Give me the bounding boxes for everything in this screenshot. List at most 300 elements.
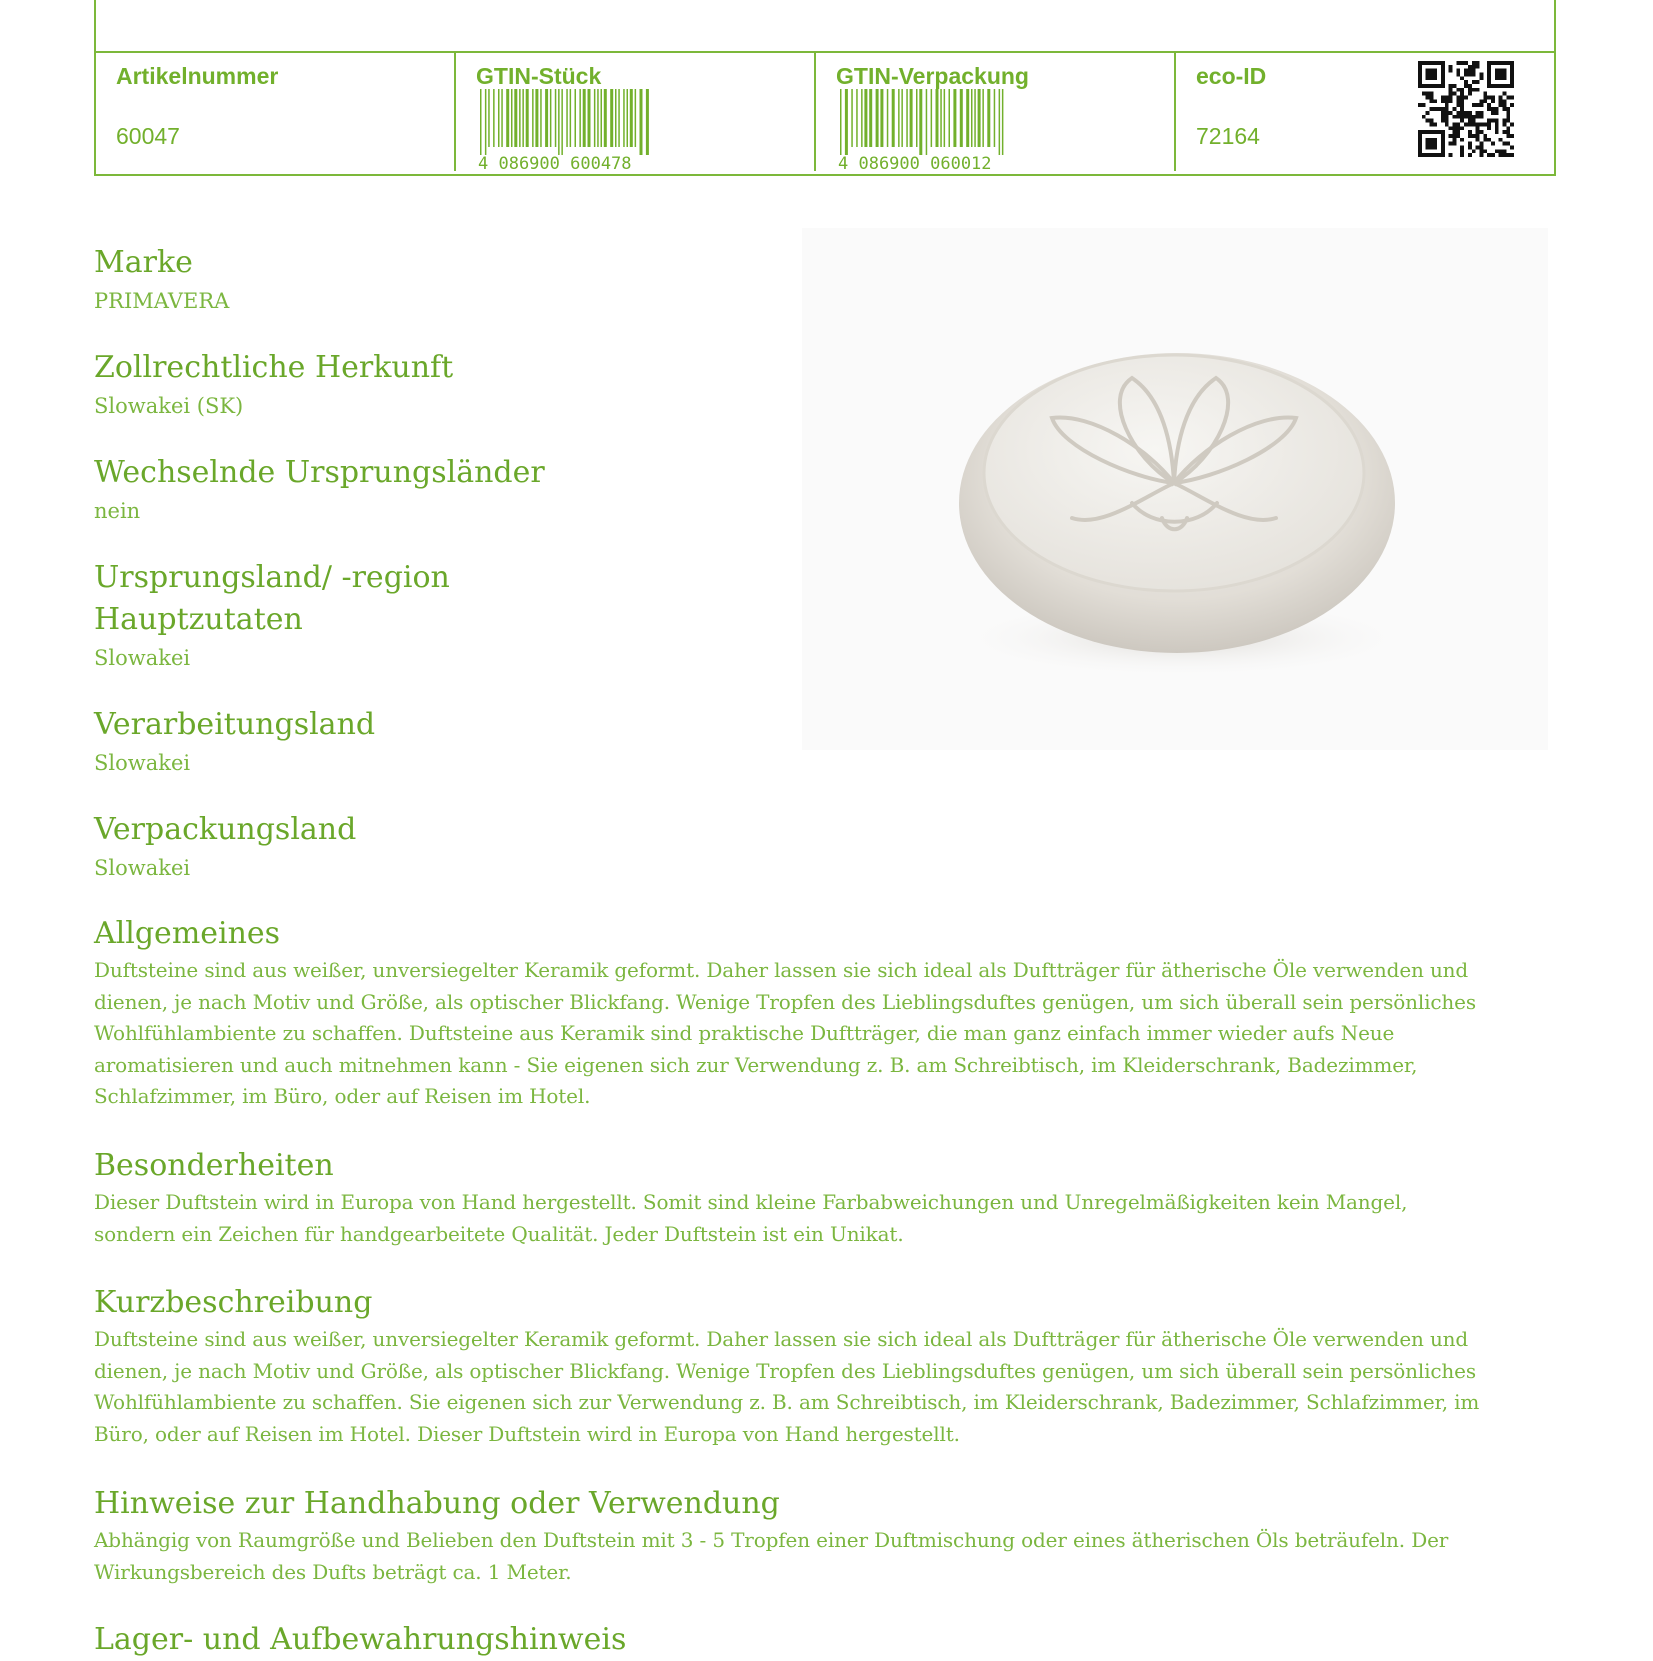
barcode-bar	[1002, 89, 1004, 155]
qr-module	[1437, 153, 1441, 157]
qr-module	[1426, 111, 1430, 115]
qr-module	[1491, 84, 1495, 88]
qr-module	[1418, 73, 1422, 77]
qr-module	[1479, 153, 1483, 157]
qr-module	[1430, 73, 1434, 77]
gtin-package-cell	[816, 53, 1176, 171]
qr-module	[1502, 142, 1506, 146]
qr-module	[1483, 99, 1487, 103]
barcode-bar	[840, 89, 842, 155]
qr-module	[1476, 80, 1480, 84]
barcode-bar	[601, 89, 603, 147]
qr-module	[1476, 61, 1480, 65]
qr-module	[1437, 61, 1441, 65]
qr-module	[1430, 84, 1434, 88]
qr-module	[1418, 138, 1422, 142]
qr-module	[1487, 80, 1491, 84]
article-number-cell	[96, 53, 456, 171]
qr-module	[1449, 142, 1453, 146]
barcode-bar	[627, 89, 629, 147]
barcode-bar	[535, 89, 538, 147]
barcode-bar	[861, 89, 863, 147]
barcode-bar	[635, 89, 637, 147]
qr-module	[1433, 84, 1437, 88]
qr-module	[1487, 122, 1491, 126]
qr-module	[1487, 84, 1491, 88]
qr-module	[1426, 96, 1430, 100]
brand-value: PRIMAVERA	[94, 289, 230, 313]
qr-module	[1502, 69, 1506, 73]
qr-module	[1483, 92, 1487, 96]
qr-module	[1437, 130, 1441, 134]
qr-module	[1510, 80, 1514, 84]
customs-origin-block	[94, 347, 734, 423]
processing-country-block	[94, 704, 734, 780]
qr-module	[1433, 130, 1437, 134]
qr-module	[1468, 84, 1472, 88]
barcode-bar	[566, 89, 568, 147]
barcode-bar	[994, 89, 996, 147]
qr-module	[1468, 65, 1472, 69]
qr-module	[1449, 84, 1453, 88]
barcode-bar	[856, 89, 858, 147]
qr-module	[1464, 96, 1468, 100]
qr-module	[1464, 61, 1468, 65]
barcode-bar	[931, 89, 933, 147]
qr-module	[1510, 61, 1514, 65]
gtin-package-label: GTIN-Verpackung	[836, 63, 1029, 89]
qr-module	[1445, 119, 1449, 123]
qr-module	[1495, 61, 1499, 65]
qr-module	[1430, 142, 1434, 146]
qr-module	[1472, 65, 1476, 69]
qr-module	[1456, 61, 1460, 65]
barcode-bar	[982, 89, 984, 147]
qr-module	[1502, 149, 1506, 153]
qr-module	[1418, 103, 1422, 107]
section-short-description-line: dienen, je nach Motiv und Größe, als optischer Blickfang. Wenige Tropfen des Lieblingsduftes genügen, um sich überall sein persönliches	[94, 1358, 1476, 1383]
qr-module	[1430, 122, 1434, 126]
section-usage-notes-title: Hinweise zur Handhabung oder Verwendung	[94, 1486, 780, 1521]
qr-module	[1449, 134, 1453, 138]
barcode-bar	[960, 89, 963, 147]
section-usage-notes	[94, 1483, 1564, 1588]
qr-module	[1456, 111, 1460, 115]
barcode-bar	[926, 89, 928, 155]
barcode-bar	[498, 89, 500, 147]
barcode-bar	[579, 89, 581, 147]
qr-module	[1441, 61, 1445, 65]
qr-module	[1433, 99, 1437, 103]
qr-module	[1456, 96, 1460, 100]
qr-module	[1449, 92, 1453, 96]
qr-module	[1426, 119, 1430, 123]
origin-region-block	[94, 557, 734, 675]
qr-module	[1491, 107, 1495, 111]
qr-module	[1441, 73, 1445, 77]
qr-module	[1460, 153, 1464, 157]
qr-module	[1422, 103, 1426, 107]
qr-module	[1456, 122, 1460, 126]
qr-module	[1499, 96, 1503, 100]
qr-module	[1449, 88, 1453, 92]
section-short-description-line: Duftsteine sind aus weißer, unversiegelter Keramik geformt. Daher lassen sie sich ideal als Duftträger für ätherische Öle verwenden und	[94, 1327, 1469, 1351]
qr-module	[1449, 126, 1453, 130]
barcode-bar	[597, 89, 599, 147]
qr-module	[1441, 69, 1445, 73]
barcode-bar	[618, 89, 620, 147]
qr-module	[1487, 61, 1491, 65]
qr-module	[1433, 69, 1437, 73]
qr-module	[1445, 99, 1449, 103]
qr-module	[1430, 69, 1434, 73]
qr-module	[1426, 61, 1430, 65]
qr-module	[1445, 115, 1449, 119]
qr-module	[1502, 107, 1506, 111]
product-id-row	[96, 51, 1554, 176]
qr-module	[1449, 96, 1453, 100]
qr-module	[1472, 73, 1476, 77]
qr-module	[1441, 149, 1445, 153]
eco-id-label: eco-ID	[1196, 63, 1267, 89]
qr-module	[1510, 153, 1514, 157]
qr-module	[1499, 76, 1503, 80]
qr-module	[1499, 103, 1503, 107]
qr-module	[1510, 122, 1514, 126]
qr-module	[1487, 73, 1491, 77]
qr-module	[1476, 111, 1480, 115]
qr-module	[1476, 145, 1480, 149]
qr-module	[1476, 88, 1480, 92]
qr-module	[1499, 99, 1503, 103]
section-general-line: Wohlfühlambiente zu schaffen. Duftsteine aus Keramik sind praktische Duftträger, die man ganz einfach immer wieder aufs Neue	[94, 1021, 1395, 1046]
qr-module	[1441, 115, 1445, 119]
barcode-bar	[916, 89, 918, 147]
qr-module	[1464, 115, 1468, 119]
barcode-bar	[919, 89, 922, 155]
section-general-title: Allgemeines	[94, 916, 281, 951]
qr-module	[1476, 138, 1480, 142]
qr-module	[1502, 92, 1506, 96]
qr-module	[1418, 142, 1422, 146]
section-general-line: Duftsteine sind aus weißer, unversiegelter Keramik geformt. Daher lassen sie sich ideal als Duftträger für ätherische Öle verwenden und	[94, 958, 1469, 982]
section-special-features	[94, 1145, 1564, 1250]
qr-module	[1502, 84, 1506, 88]
qr-module	[1418, 84, 1422, 88]
qr-module	[1456, 99, 1460, 103]
qr-module	[1502, 61, 1506, 65]
qr-module	[1483, 122, 1487, 126]
qr-module	[1464, 122, 1468, 126]
qr-module	[1468, 92, 1472, 96]
qr-module	[1491, 111, 1495, 115]
qr-module	[1460, 107, 1464, 111]
barcode-bar	[864, 89, 867, 147]
qr-module	[1506, 111, 1510, 115]
qr-module	[1506, 115, 1510, 119]
changing-origins-block	[94, 452, 734, 528]
qr-module	[1437, 84, 1441, 88]
qr-module	[1456, 134, 1460, 138]
qr-module	[1460, 126, 1464, 130]
qr-module	[1510, 73, 1514, 77]
qr-module	[1453, 130, 1457, 134]
barcode-bar	[514, 89, 517, 147]
product-image	[802, 228, 1548, 750]
qr-module	[1468, 145, 1472, 149]
section-special-features-line: Dieser Duftstein wird in Europa von Hand hergestellt. Somit sind kleine Farbabweichungen und Unregelmäßigkeiten kein Mangel,	[94, 1190, 1408, 1214]
qr-module	[1487, 119, 1491, 123]
qr-module	[1441, 130, 1445, 134]
barcode-bar	[511, 89, 513, 147]
section-short-description-line: Büro, oder auf Reisen im Hotel. Dieser Duftstein wird in Europa von Hand hergestellt.	[94, 1421, 960, 1446]
barcode-bar	[630, 89, 633, 147]
section-usage-notes-line: Wirkungsbereich des Dufts beträgt ca. 1 Meter.	[94, 1559, 572, 1584]
section-general-line: dienen, je nach Motiv und Größe, als optischer Blickfang. Wenige Tropfen des Lieblingsduftes genügen, um sich überall sein persönliches	[94, 989, 1476, 1014]
qr-module	[1433, 138, 1437, 142]
qr-module	[1460, 76, 1464, 80]
qr-module	[1479, 142, 1483, 146]
barcode-bar	[974, 89, 976, 147]
section-short-description	[94, 1282, 1564, 1450]
qr-module	[1495, 130, 1499, 134]
qr-module	[1491, 96, 1495, 100]
qr-module	[1453, 92, 1457, 96]
gtin-piece-label: GTIN-Stück	[476, 63, 602, 89]
qr-module	[1506, 96, 1510, 100]
qr-module	[1430, 61, 1434, 65]
qr-module	[1418, 153, 1422, 157]
barcode-bar	[615, 89, 617, 147]
article-number-value: 60047	[116, 123, 180, 149]
qr-module	[1430, 76, 1434, 80]
barcode-bar	[604, 89, 607, 147]
qr-module	[1476, 65, 1480, 69]
qr-module	[1487, 76, 1491, 80]
qr-module	[1468, 142, 1472, 146]
gtin-piece-cell	[456, 53, 816, 171]
gtin-package-digits: 4 086900 060012	[838, 154, 992, 171]
barcode-bar	[610, 89, 613, 147]
qr-module	[1472, 88, 1476, 92]
qr-module	[1479, 149, 1483, 153]
qr-module	[1456, 115, 1460, 119]
origin-region-title-line2: Hauptzutaten	[94, 602, 303, 637]
barcode-bar	[540, 89, 542, 147]
qr-module	[1422, 153, 1426, 157]
qr-module	[1487, 138, 1491, 142]
qr-module	[1487, 96, 1491, 100]
qr-module	[1430, 145, 1434, 149]
qr-module	[1426, 73, 1430, 77]
qr-module	[1441, 119, 1445, 123]
qr-module	[1433, 142, 1437, 146]
qr-module	[1502, 130, 1506, 134]
gtin-package-barcode	[836, 89, 1016, 171]
qr-module	[1441, 107, 1445, 111]
qr-module	[1468, 73, 1472, 77]
qr-module	[1499, 73, 1503, 77]
packaging-country-value: Slowakei	[94, 856, 191, 880]
changing-origins-title: Wechselnde Ursprungsländer	[94, 455, 545, 490]
barcode-bar	[522, 89, 524, 147]
qr-module	[1491, 99, 1495, 103]
qr-module	[1495, 84, 1499, 88]
barcode-bar	[887, 89, 889, 147]
barcode-bar	[987, 89, 990, 147]
product-id-table	[94, 0, 1556, 176]
qr-module	[1468, 153, 1472, 157]
qr-module	[1479, 130, 1483, 134]
qr-module	[1456, 103, 1460, 107]
qr-module	[1479, 145, 1483, 149]
qr-module	[1426, 92, 1430, 96]
section-special-features-title: Besonderheiten	[94, 1148, 334, 1183]
qr-module	[1449, 153, 1453, 157]
section-short-description-line: Wohlfühlambiente zu schaffen. Sie eigenen sich zur Verwendung z. B. am Schreibtisch, im Kleiderschrank, Badezimmer, Schlafzimmer, im	[94, 1390, 1480, 1415]
qr-module	[1476, 115, 1480, 119]
qr-module	[1476, 130, 1480, 134]
qr-module	[1441, 80, 1445, 84]
barcode-bar	[978, 89, 981, 147]
barcode-bar	[971, 89, 973, 147]
section-storage	[94, 1619, 1564, 1661]
qr-module	[1433, 107, 1437, 111]
brand-title: Marke	[94, 245, 193, 280]
qr-module	[1460, 115, 1464, 119]
qr-module	[1456, 73, 1460, 77]
qr-module	[1422, 92, 1426, 96]
qr-module	[1426, 142, 1430, 146]
qr-module	[1499, 84, 1503, 88]
qr-module	[1506, 107, 1510, 111]
scent-stone-illustration	[802, 228, 1548, 750]
qr-module	[1418, 80, 1422, 84]
qr-module	[1476, 134, 1480, 138]
qr-module	[1502, 153, 1506, 157]
qr-module	[1460, 111, 1464, 115]
barcode-bar	[623, 89, 625, 147]
qr-module	[1441, 138, 1445, 142]
qr-module	[1502, 122, 1506, 126]
qr-module	[1422, 84, 1426, 88]
qr-module	[1441, 65, 1445, 69]
barcode-bar	[940, 89, 942, 147]
processing-country-title: Verarbeitungsland	[94, 707, 376, 742]
qr-module	[1445, 122, 1449, 126]
article-number-label: Artikelnummer	[116, 63, 279, 89]
barcode-bar	[944, 89, 946, 147]
qr-module	[1418, 69, 1422, 73]
qr-module	[1499, 149, 1503, 153]
qr-module	[1453, 134, 1457, 138]
qr-module	[1510, 134, 1514, 138]
qr-module	[1460, 99, 1464, 103]
qr-module	[1418, 145, 1422, 149]
qr-module	[1472, 115, 1476, 119]
qr-module	[1456, 88, 1460, 92]
qr-module	[1426, 84, 1430, 88]
barcode-bar	[646, 89, 649, 155]
qr-module	[1453, 138, 1457, 142]
changing-origins-value: nein	[94, 499, 141, 523]
qr-module	[1441, 153, 1445, 157]
section-general	[94, 913, 1564, 1113]
qr-module	[1449, 69, 1453, 73]
qr-module	[1430, 99, 1434, 103]
qr-module	[1472, 149, 1476, 153]
barcode-bar	[588, 89, 591, 147]
qr-module	[1476, 122, 1480, 126]
barcode-bar	[892, 89, 895, 147]
barcode-bar	[583, 89, 586, 147]
qr-module	[1499, 69, 1503, 73]
barcode-bar	[876, 89, 879, 147]
barcode-bar	[532, 89, 534, 147]
qr-module	[1426, 130, 1430, 134]
qr-module	[1506, 119, 1510, 123]
barcode-bar	[545, 89, 548, 147]
qr-module	[1495, 107, 1499, 111]
qr-module	[1476, 103, 1480, 107]
barcode-bar	[845, 89, 848, 155]
qr-module	[1499, 61, 1503, 65]
qr-module	[1495, 69, 1499, 73]
qr-module	[1468, 88, 1472, 92]
qr-module	[1506, 142, 1510, 146]
qr-module	[1441, 134, 1445, 138]
qr-module	[1460, 61, 1464, 65]
qr-module	[1483, 96, 1487, 100]
qr-module	[1445, 103, 1449, 107]
qr-module	[1495, 126, 1499, 130]
barcode-bar	[570, 89, 572, 147]
qr-module	[1479, 76, 1483, 80]
qr-module	[1468, 69, 1472, 73]
qr-module	[1449, 99, 1453, 103]
qr-module	[1510, 84, 1514, 88]
qr-module	[1487, 103, 1491, 107]
qr-module	[1460, 138, 1464, 142]
barcode-bar	[966, 89, 969, 147]
qr-module	[1510, 103, 1514, 107]
barcode-bar	[910, 89, 913, 147]
barcode-bar	[480, 89, 482, 155]
qr-module	[1464, 73, 1468, 77]
qr-module	[1456, 130, 1460, 134]
customs-origin-value: Slowakei (SK)	[94, 394, 244, 418]
qr-module	[1433, 76, 1437, 80]
qr-module	[1510, 76, 1514, 80]
packaging-country-block	[94, 809, 734, 885]
qr-module	[1460, 149, 1464, 153]
eco-id-value: 72164	[1196, 123, 1260, 149]
barcode-bar	[485, 89, 487, 155]
qr-module	[1430, 107, 1434, 111]
barcode-bar	[526, 89, 529, 147]
qr-module	[1506, 61, 1510, 65]
qr-module	[1502, 76, 1506, 80]
gtin-piece-digits: 4 086900 600478	[478, 154, 632, 171]
qr-module	[1472, 134, 1476, 138]
qr-module	[1441, 99, 1445, 103]
qr-module	[1418, 76, 1422, 80]
qr-module	[1445, 107, 1449, 111]
qr-module	[1479, 103, 1483, 107]
qr-module	[1510, 69, 1514, 73]
qr-module	[1491, 142, 1495, 146]
barcode-bar	[558, 89, 560, 155]
